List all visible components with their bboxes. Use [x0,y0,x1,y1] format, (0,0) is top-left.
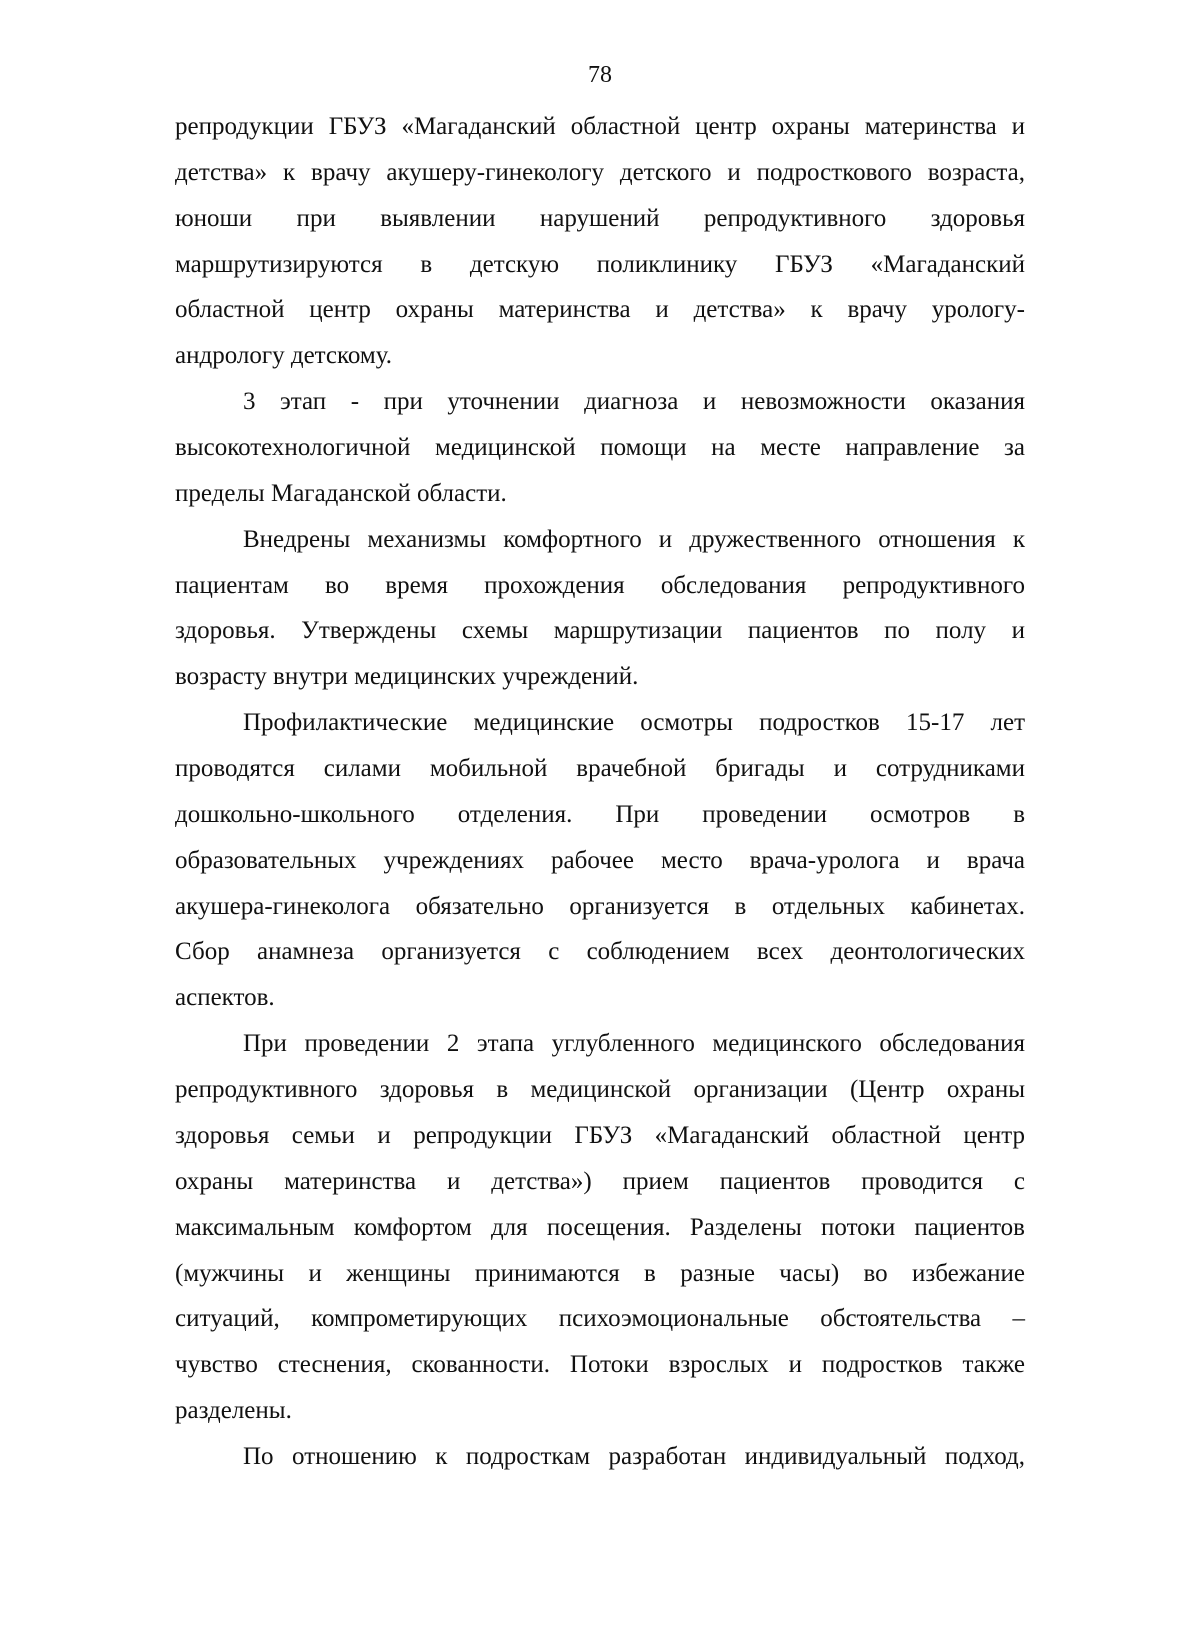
paragraph-4-line: При проведении 2 этапа углубленного медицинского обследования [243,1030,1025,1058]
paragraph-4-line: максимальным комфортом для посещения. Разделены потоки пациентов [175,1213,1025,1241]
paragraph-0-line: репродукции ГБУЗ «Магаданский областной центр охраны материнства и [175,113,1025,140]
paragraph-3-line: образовательных учреждениях рабочее место врача-уролога и врача [175,846,1025,874]
paragraph-3-line: Сбор анамнеза организуется с соблюдением всех деонтологических [175,938,1025,966]
paragraph-3-line: проводятся силами мобильной врачебной бригады и сотрудниками [175,755,1025,783]
paragraph-1-line: 3 этап - при уточнении диагноза и невозможности оказания [243,388,1025,416]
paragraph-4-line: здоровья семьи и репродукции ГБУЗ «Магаданский областной центр [175,1121,1025,1149]
paragraph-4-line: чувство стеснения, скованности. Потоки взрослых и подростков также [175,1351,1025,1379]
paragraph-2-line: возрасту внутри медицинских учреждений. [175,663,639,691]
paragraph-3-line: акушера-гинеколога обязательно организуется в отдельных кабинетах. [175,892,1025,920]
paragraph-0-line: маршрутизируются в детскую поликлинику ГБУЗ «Магаданский [175,250,1025,278]
paragraph-4-line: (мужчины и женщины принимаются в разные часы) во избежание [175,1259,1025,1287]
paragraph-2-line: пациентам во время прохождения обследования репродуктивного [175,571,1025,599]
paragraph-3-line: дошкольно-школьного отделения. При проведении осмотров в [175,800,1025,828]
paragraph-4-line: охраны материнства и детства») прием пациентов проводится с [175,1167,1025,1195]
paragraph-3-line: аспектов. [175,984,275,1012]
paragraph-5-line: По отношению к подросткам разработан индивидуальный подход, [243,1442,1025,1470]
paragraph-0-line: областной центр охраны материнства и детства» к врачу урологу- [175,296,1025,324]
paragraph-0-line: андрологу детскому. [175,342,392,370]
paragraph-1-line: пределы Магаданской области. [175,479,507,507]
paragraph-1-line: высокотехнологичной медицинской помощи на месте направление за [175,434,1025,462]
paragraph-4-line: репродуктивного здоровья в медицинской организации (Центр охраны [175,1076,1025,1104]
paragraph-4-line: разделены. [175,1397,292,1425]
paragraph-0-line: юноши при выявлении нарушений репродуктивного здоровья [175,204,1025,232]
paragraph-3-line: Профилактические медицинские осмотры подростков 15-17 лет [243,709,1025,737]
paragraph-2-line: здоровья. Утверждены схемы маршрутизации пациентов по полу и [175,617,1025,645]
page-number: 78 [588,62,612,88]
paragraph-4-line: ситуаций, компрометирующих психоэмоциональные обстоятельства – [175,1305,1025,1333]
paragraph-0-line: детства» к врачу акушеру-гинекологу детского и подросткового возраста, [175,158,1025,186]
paragraph-2-line: Внедрены механизмы комфортного и дружественного отношения к [243,525,1025,553]
